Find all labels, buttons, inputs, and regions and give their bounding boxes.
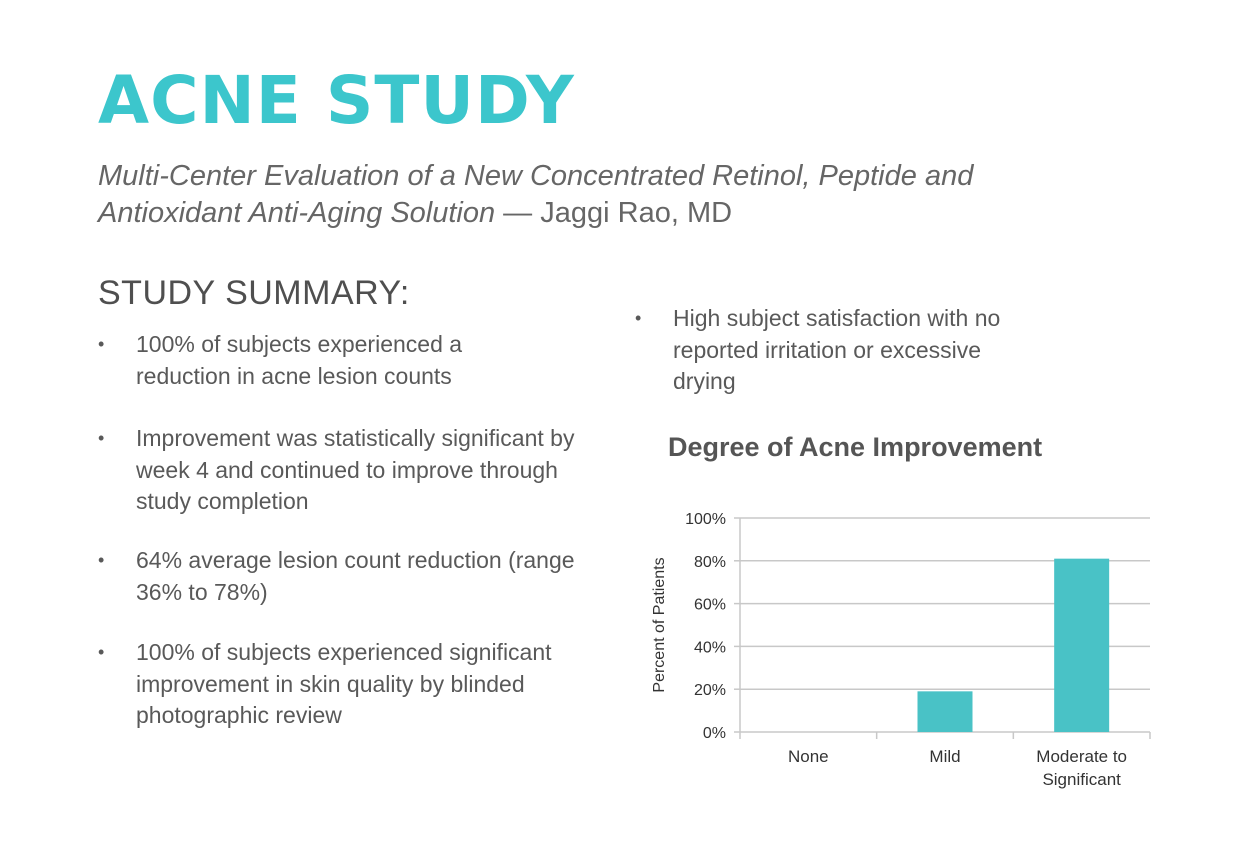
- study-author: — Jaggi Rao, MD: [495, 197, 733, 229]
- summary-bullet-text: High subject satisfaction with no reported irritation or excessive drying: [673, 305, 1001, 394]
- summary-bullet-5: [635, 303, 1033, 398]
- summary-bullet-text: 64% average lesion count reduction (range 36% to 78%): [136, 547, 575, 605]
- bullet-dot: •: [98, 642, 105, 662]
- bullet-dot: •: [98, 428, 105, 448]
- y-tick-label: 40%: [693, 639, 726, 657]
- summary-bullet-3: [98, 545, 576, 608]
- y-axis-label: Percent of Patients: [651, 557, 668, 693]
- x-category-label: None: [788, 747, 829, 766]
- summary-bullet-1: [98, 329, 556, 392]
- study-subtitle: [98, 158, 1118, 232]
- bullet-dot: •: [98, 334, 105, 354]
- y-tick-label: 60%: [693, 596, 726, 614]
- y-tick-label: 100%: [685, 511, 726, 528]
- bar-mild: [918, 691, 973, 732]
- bar-moderate-to-significant: [1054, 559, 1109, 732]
- study-title: Multi-Center Evaluation of a New Concentrated Retinol, Peptide and Antioxidant Anti-Aging Solution: [98, 160, 974, 229]
- page-title: ACNE STUDY: [98, 62, 575, 139]
- x-category-label: Moderate to: [1036, 747, 1128, 766]
- acne-improvement-chart: [640, 500, 1170, 810]
- y-tick-label: 80%: [693, 553, 726, 571]
- summary-heading: STUDY SUMMARY:: [98, 274, 410, 312]
- y-tick-label: 20%: [693, 682, 726, 700]
- summary-bullet-text: 100% of subjects experienced a reduction in acne lesion counts: [136, 331, 463, 389]
- bullet-dot: •: [98, 550, 105, 570]
- bullet-dot: •: [635, 308, 642, 328]
- x-category-label: Significant: [1042, 770, 1121, 789]
- summary-bullet-text: Improvement was statistically significant by week 4 and continued to improve through study completion: [136, 425, 575, 514]
- x-category-label: Mild: [929, 747, 961, 766]
- summary-bullet-4: [98, 637, 611, 732]
- chart-title: Degree of Acne Improvement: [668, 432, 1043, 462]
- y-tick-label: 0%: [702, 725, 726, 742]
- summary-bullet-text: 100% of subjects experienced significant improvement in skin quality by blinded photographic review: [136, 639, 552, 728]
- summary-bullet-2: [98, 423, 611, 518]
